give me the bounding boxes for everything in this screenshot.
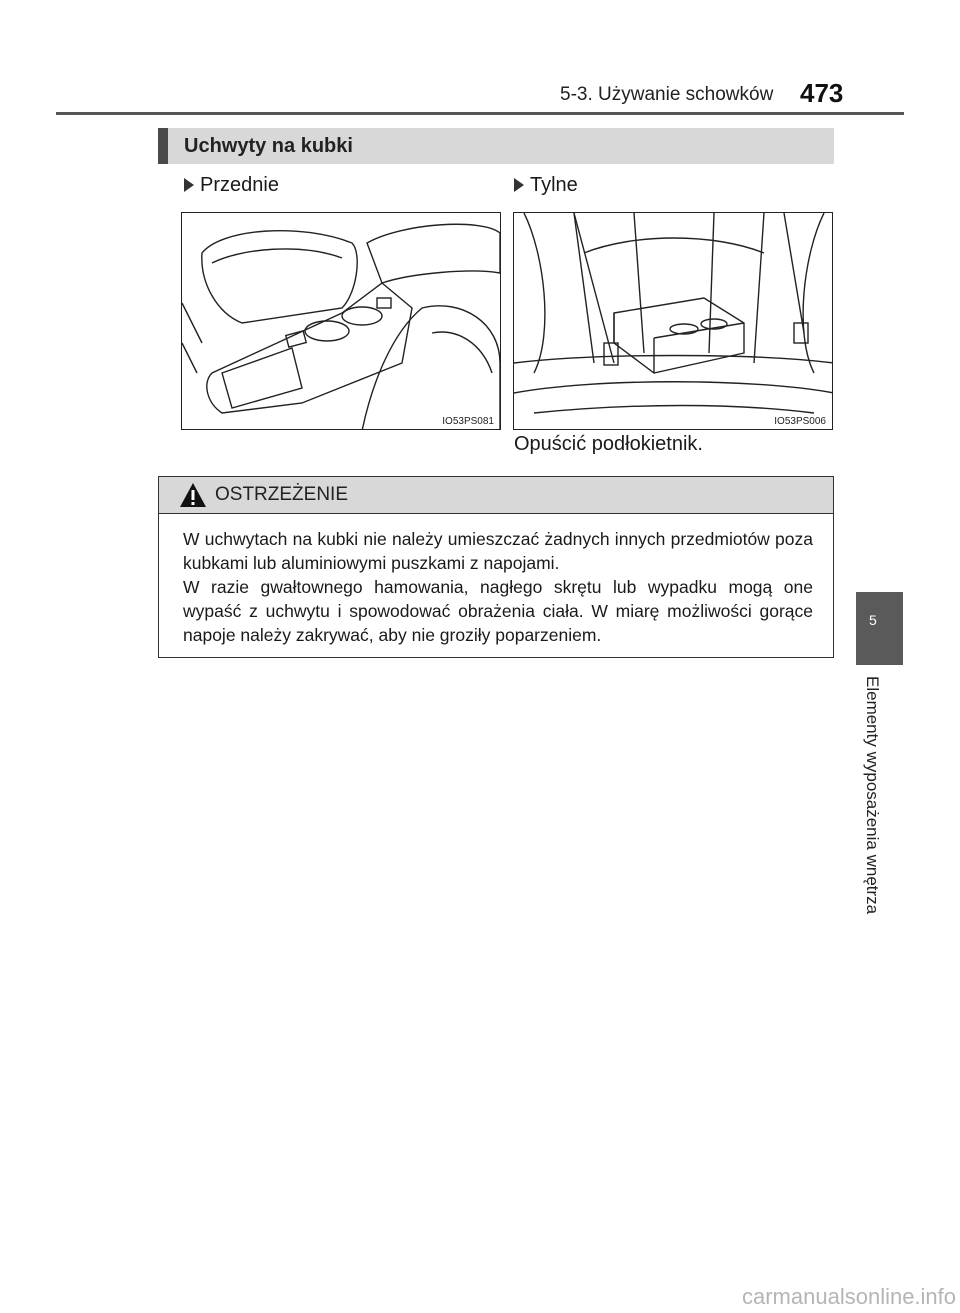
warning-header: [159, 477, 833, 514]
chapter-title-vertical: Elementy wyposażenia wnętrza: [863, 676, 882, 915]
header-section-title: 5-3. Używanie schowków: [560, 84, 774, 105]
front-label-text: Przednie: [200, 174, 279, 196]
footer-watermark: carmanualsonline.info: [742, 1284, 957, 1309]
triangle-bullet-icon: [514, 178, 524, 192]
triangle-bullet-icon: [184, 178, 194, 192]
header-rule: [56, 112, 904, 115]
rear-figure-code: IO53PS006: [774, 416, 826, 427]
front-label: [184, 174, 279, 197]
chapter-number: 5: [869, 612, 877, 628]
rear-label-text: Tylne: [530, 174, 578, 196]
chapter-tab: [856, 592, 903, 665]
warning-triangle-icon: [179, 482, 207, 508]
rear-caption: Opuścić podłokietnik.: [514, 433, 703, 455]
warning-box: [158, 476, 834, 658]
rear-cupholder-illustration: [513, 212, 833, 430]
warning-paragraph-2: W razie gwałtownego hamowania, nagłego skrętu lub wypadku mogą one wypaść z uchwytu i spowodować obrażenia ciała. W miarę możliwości gorące napoje należy zakrywać, aby nie groziły poparzeniem.: [183, 577, 813, 645]
rear-label: [514, 174, 578, 197]
section-title: Uchwyty na kubki: [184, 135, 353, 157]
front-cupholder-illustration: [181, 212, 501, 430]
warning-text: [183, 527, 813, 647]
warning-title: OSTRZEŻENIE: [215, 484, 349, 505]
section-title-bar: [158, 128, 834, 164]
page-number: 473: [800, 78, 844, 108]
front-figure-code: IO53PS081: [442, 416, 494, 427]
warning-paragraph-1: W uchwytach na kubki nie należy umieszczać żadnych innych przedmiotów poza kubkami lub aluminiowymi puszkami z napojami.: [183, 529, 813, 573]
